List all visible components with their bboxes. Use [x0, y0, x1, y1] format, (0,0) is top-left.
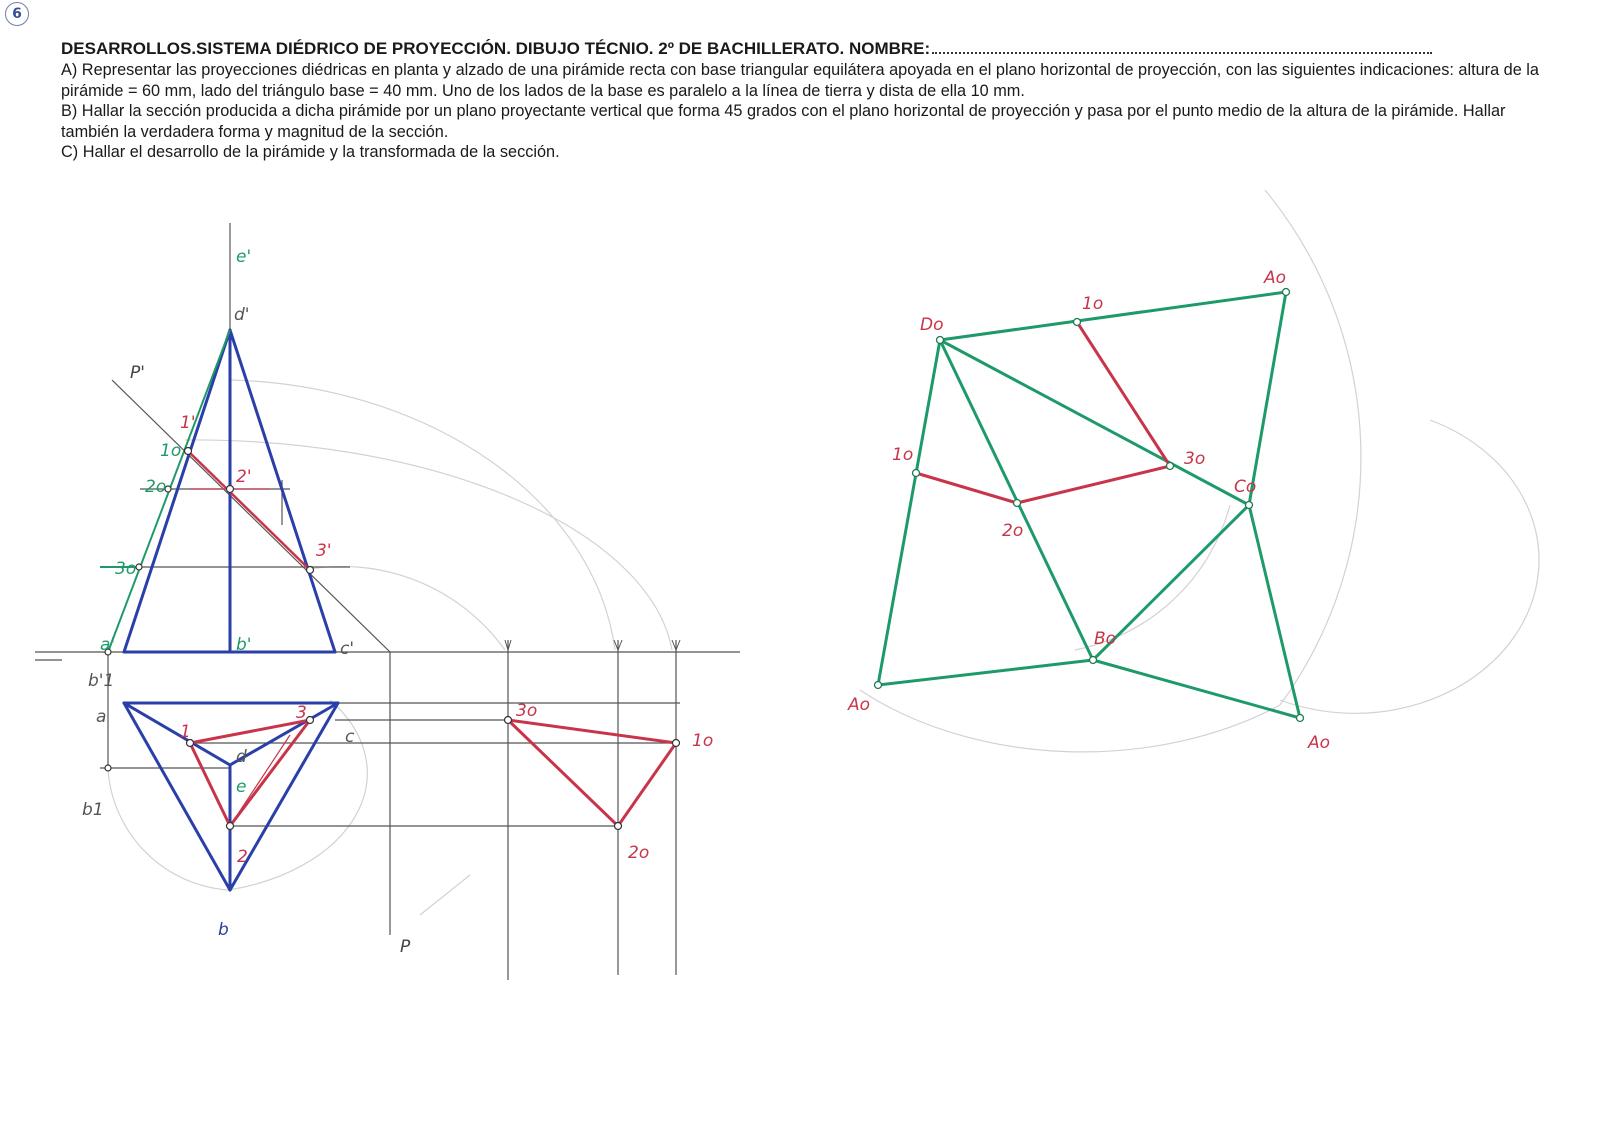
label-dev-ao-top: Ao [1264, 268, 1287, 288]
label-dev-co: Co [1234, 477, 1257, 497]
section-true-shape [508, 720, 676, 826]
label-1: 1 [180, 722, 191, 742]
label-p: P [400, 937, 411, 957]
label-b1-prime: b'1 [88, 671, 115, 691]
label-b: b [218, 920, 229, 940]
label-dev-3o: 3o [1184, 449, 1206, 469]
label-a-prime: a' [100, 635, 116, 655]
label-1o-left: 1o [160, 441, 182, 461]
plan-section [190, 720, 310, 826]
label-b1: b1 [82, 800, 104, 820]
label-dev-ao-right: Ao [1308, 733, 1331, 753]
construction-points [105, 448, 680, 830]
label-dev-ao-left: Ao [848, 695, 871, 715]
label-d-prime: d' [234, 305, 250, 325]
title-text: DESARROLLOS.SISTEMA DIÉDRICO DE PROYECCIÓN. DIBUJO TÉCNIO. 2º DE BACHILLERATO. NOMBRE: [61, 39, 931, 58]
page-number-badge: 6 [5, 2, 29, 26]
label-2o-left: 2o [145, 477, 167, 497]
label-dev-do: Do [920, 315, 944, 335]
drawing-labels [82, 247, 1330, 957]
statement-c: C) Hallar el desarrollo de la pirámide y la transformada de la sección. [61, 143, 560, 161]
development-net [878, 292, 1300, 718]
label-section-1o: 1o [692, 731, 714, 751]
label-3o-left: 3o [115, 559, 137, 579]
label-c: c [345, 727, 355, 747]
label-1-prime: 1' [180, 413, 196, 433]
label-d: d [236, 747, 247, 767]
label-a: a [96, 707, 107, 727]
label-section-3o: 3o [516, 701, 538, 721]
label-2-prime: 2' [236, 467, 252, 487]
label-c-prime: c' [340, 639, 355, 659]
plane-trace-p-prime [112, 380, 390, 652]
label-dev-1o-left: 1o [892, 445, 914, 465]
statement-b: B) Hallar la sección producida a dicha pirámide por un plano proyectante vertical que forma 45 grados con el plano horizontal de proyección y pasa por el punto medio de la altura de la pirámide. Hallar también la verdadera forma y magnitud de la sección. [61, 102, 1506, 141]
label-2: 2 [237, 847, 248, 867]
label-section-2o: 2o [628, 843, 650, 863]
label-3-prime: 3' [316, 541, 332, 561]
label-b-prime: b' [236, 635, 252, 655]
label-e: e [236, 777, 247, 797]
label-dev-1o-top: 1o [1082, 294, 1104, 314]
label-p-prime: P' [130, 363, 145, 383]
label-dev-bo: Bo [1094, 629, 1117, 649]
label-dev-2o: 2o [1002, 521, 1024, 541]
statement-a: A) Representar las proyecciones diédricas en planta y alzado de una pirámide recta con base triangular equilátera apoyada en el plano horizontal de proyección, con las siguientes indicaciones: altura de la pirámide = 60 mm, lado del triángulo base = 40 mm. Uno de los lados de la base es paralelo a la línea de tierra y dista de ella 10 mm. [61, 61, 1539, 100]
label-e-prime: e' [236, 247, 252, 267]
label-3: 3 [296, 703, 307, 723]
